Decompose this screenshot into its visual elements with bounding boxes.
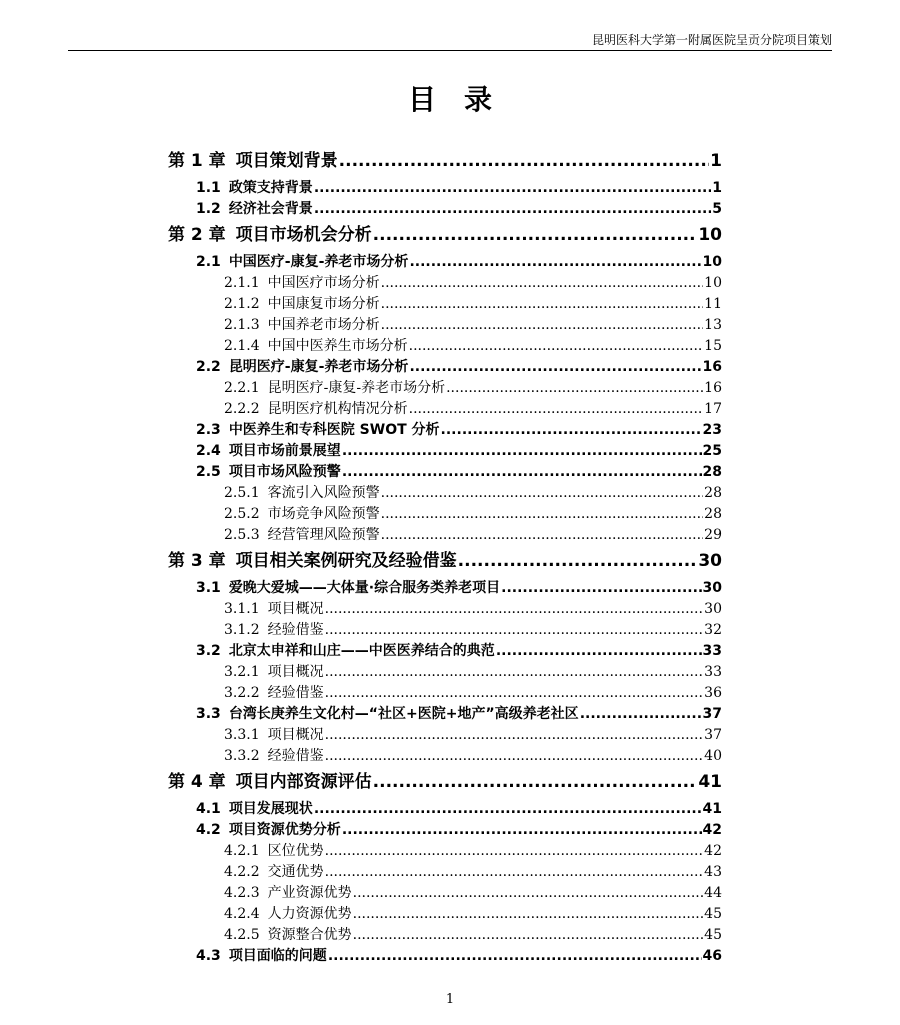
table-of-contents bbox=[168, 146, 722, 967]
toc-dot-leader bbox=[325, 662, 704, 683]
toc-entry-label bbox=[196, 199, 313, 220]
toc-entry-level-3[interactable] bbox=[168, 378, 722, 399]
toc-entry-title: 区位优势 bbox=[267, 843, 324, 859]
toc-entry-level-3[interactable] bbox=[168, 483, 722, 504]
toc-entry-number: 3.1.1 bbox=[224, 601, 260, 617]
toc-entry-level-3[interactable] bbox=[168, 746, 722, 767]
toc-entry-title: 中国医疗市场分析 bbox=[267, 275, 380, 291]
toc-dot-leader bbox=[353, 925, 704, 946]
toc-dot-leader bbox=[373, 222, 698, 248]
toc-entry-page-number: 37 bbox=[702, 706, 722, 722]
toc-entry-title: 项目资源优势分析 bbox=[228, 822, 341, 838]
toc-entry-title: 项目概况 bbox=[267, 727, 324, 743]
toc-entry-label bbox=[224, 599, 324, 620]
toc-dot-leader bbox=[409, 399, 704, 420]
toc-entry-title: 项目市场机会分析 bbox=[235, 225, 372, 245]
toc-entry-page-number: 13 bbox=[704, 317, 722, 333]
toc-dot-leader bbox=[409, 357, 701, 378]
toc-entry-page-number: 1 bbox=[710, 151, 722, 171]
toc-entry-label bbox=[168, 769, 372, 795]
toc-entry-level-2[interactable] bbox=[168, 704, 722, 725]
toc-entry-level-3[interactable] bbox=[168, 662, 722, 683]
toc-entry-label bbox=[224, 504, 380, 525]
toc-entry-title: 昆明医疗-康复-养老市场分析 bbox=[267, 380, 446, 396]
toc-entry-title: 项目概况 bbox=[267, 601, 324, 617]
toc-dot-leader bbox=[353, 904, 704, 925]
page-header bbox=[68, 30, 832, 51]
toc-entry-page-number: 10 bbox=[704, 275, 722, 291]
toc-entry-label bbox=[224, 315, 380, 336]
toc-entry-label bbox=[224, 841, 324, 862]
toc-entry-title: 客流引入风险预警 bbox=[267, 485, 380, 501]
toc-entry-label bbox=[196, 799, 313, 820]
toc-entry-page-number: 33 bbox=[702, 643, 722, 659]
toc-entry-title: 项目概况 bbox=[267, 664, 324, 680]
toc-entry-number: 3.1 bbox=[196, 580, 221, 596]
toc-entry-number: 3.2 bbox=[196, 643, 221, 659]
toc-entry-page-number: 43 bbox=[704, 864, 722, 880]
toc-entry-level-3[interactable] bbox=[168, 862, 722, 883]
toc-entry-title: 中国养老市场分析 bbox=[267, 317, 380, 333]
toc-entry-page-number: 11 bbox=[704, 296, 722, 312]
toc-entry-level-3[interactable] bbox=[168, 725, 722, 746]
toc-entry-title: 经济社会背景 bbox=[228, 201, 313, 217]
toc-entry-page-number: 25 bbox=[702, 443, 722, 459]
toc-dot-leader bbox=[501, 578, 701, 599]
toc-entry-page-number: 10 bbox=[702, 254, 722, 270]
toc-entry-level-2[interactable] bbox=[168, 199, 722, 220]
page-number: 1 bbox=[445, 992, 455, 1007]
toc-entry-page-number: 29 bbox=[704, 527, 722, 543]
toc-entry-level-2[interactable] bbox=[168, 441, 722, 462]
toc-entry-level-1[interactable] bbox=[168, 148, 722, 174]
toc-entry-page-number: 28 bbox=[702, 464, 722, 480]
toc-entry-page-number: 42 bbox=[704, 843, 722, 859]
toc-entry-title: 资源整合优势 bbox=[267, 927, 352, 943]
toc-entry-label bbox=[168, 148, 338, 174]
toc-entry-number: 4.3 bbox=[196, 948, 221, 964]
toc-entry-label bbox=[196, 252, 408, 273]
toc-dot-leader bbox=[325, 599, 704, 620]
toc-dot-leader bbox=[381, 273, 704, 294]
toc-entry-level-2[interactable] bbox=[168, 357, 722, 378]
toc-entry-level-3[interactable] bbox=[168, 294, 722, 315]
toc-entry-number: 2.5.3 bbox=[224, 527, 260, 543]
toc-entry-number: 3.3.1 bbox=[224, 727, 260, 743]
toc-entry-number: 2.5.1 bbox=[224, 485, 260, 501]
toc-dot-leader bbox=[580, 704, 702, 725]
toc-entry-level-2[interactable] bbox=[168, 462, 722, 483]
toc-dot-leader bbox=[342, 441, 702, 462]
toc-entry-label bbox=[224, 925, 352, 946]
page-title-part-2: 录 bbox=[464, 83, 493, 116]
toc-entry-page-number: 30 bbox=[704, 601, 722, 617]
toc-entry-label bbox=[196, 420, 440, 441]
toc-entry-label bbox=[224, 399, 408, 420]
toc-entry-title: 昆明医疗-康复-养老市场分析 bbox=[228, 359, 409, 375]
toc-entry-number: 2.5 bbox=[196, 464, 221, 480]
toc-dot-leader bbox=[339, 148, 709, 174]
toc-entry-label bbox=[224, 683, 324, 704]
toc-entry-title: 中医养生和专科医院 SWOT 分析 bbox=[228, 422, 440, 438]
toc-entry-level-3[interactable] bbox=[168, 841, 722, 862]
toc-entry-title: 中国康复市场分析 bbox=[267, 296, 380, 312]
toc-entry-level-2[interactable] bbox=[168, 420, 722, 441]
toc-entry-title: 项目市场风险预警 bbox=[228, 464, 341, 480]
toc-entry-number: 1.2 bbox=[196, 201, 221, 217]
toc-entry-number: 2.2.1 bbox=[224, 380, 260, 396]
toc-entry-title: 台湾长庚养生文化村—“社区+医院+地产”高级养老社区 bbox=[228, 706, 579, 722]
toc-entry-page-number: 17 bbox=[704, 401, 722, 417]
toc-entry-label bbox=[196, 704, 579, 725]
toc-entry-page-number: 37 bbox=[704, 727, 722, 743]
toc-entry-number: 4.1 bbox=[196, 801, 221, 817]
toc-entry-level-2[interactable] bbox=[168, 799, 722, 820]
toc-entry-page-number: 41 bbox=[698, 772, 722, 792]
toc-dot-leader bbox=[314, 799, 702, 820]
toc-entry-title: 爱晚大爱城——大体量·综合服务类养老项目 bbox=[228, 580, 501, 596]
toc-entry-level-3[interactable] bbox=[168, 336, 722, 357]
toc-entry-label bbox=[224, 620, 324, 641]
toc-entry-label bbox=[224, 294, 380, 315]
toc-entry-level-2[interactable] bbox=[168, 946, 722, 967]
toc-entry-title: 中国中医养生市场分析 bbox=[267, 338, 408, 354]
toc-entry-number: 4.2.2 bbox=[224, 864, 260, 880]
toc-entry-number: 3.2.1 bbox=[224, 664, 260, 680]
toc-entry-number: 4.2.3 bbox=[224, 885, 260, 901]
toc-entry-label bbox=[168, 548, 457, 574]
toc-entry-title: 北京太申祥和山庄——中医医养结合的典范 bbox=[228, 643, 495, 659]
toc-entry-number: 4.2.5 bbox=[224, 927, 260, 943]
toc-entry-level-3[interactable] bbox=[168, 599, 722, 620]
toc-entry-number: 2.2.2 bbox=[224, 401, 260, 417]
toc-dot-leader bbox=[325, 725, 704, 746]
toc-entry-page-number: 16 bbox=[702, 359, 722, 375]
toc-entry-number: 4.2.1 bbox=[224, 843, 260, 859]
page-title bbox=[0, 78, 900, 118]
toc-entry-title: 中国医疗-康复-养老市场分析 bbox=[228, 254, 409, 270]
toc-dot-leader bbox=[325, 862, 704, 883]
toc-entry-number: 第 1 章 bbox=[168, 151, 226, 171]
toc-entry-label bbox=[224, 336, 408, 357]
toc-dot-leader bbox=[325, 841, 704, 862]
toc-entry-page-number: 16 bbox=[704, 380, 722, 396]
toc-entry-level-3[interactable] bbox=[168, 683, 722, 704]
toc-entry-label bbox=[224, 904, 352, 925]
toc-entry-page-number: 28 bbox=[704, 506, 722, 522]
toc-entry-level-1[interactable] bbox=[168, 548, 722, 574]
toc-entry-label bbox=[168, 222, 372, 248]
toc-entry-label bbox=[196, 820, 341, 841]
toc-entry-page-number: 41 bbox=[702, 801, 722, 817]
toc-dot-leader bbox=[496, 641, 702, 662]
toc-entry-label bbox=[224, 725, 324, 746]
toc-entry-page-number: 23 bbox=[702, 422, 722, 438]
toc-entry-page-number: 40 bbox=[704, 748, 722, 764]
toc-entry-page-number: 5 bbox=[712, 201, 722, 217]
toc-entry-page-number: 28 bbox=[704, 485, 722, 501]
toc-entry-page-number: 36 bbox=[704, 685, 722, 701]
toc-entry-level-2[interactable] bbox=[168, 252, 722, 273]
toc-entry-label bbox=[196, 357, 408, 378]
toc-entry-title: 项目面临的问题 bbox=[228, 948, 327, 964]
toc-dot-leader bbox=[446, 378, 703, 399]
toc-entry-title: 项目策划背景 bbox=[235, 151, 338, 171]
toc-dot-leader bbox=[353, 883, 704, 904]
toc-dot-leader bbox=[342, 462, 702, 483]
toc-entry-label bbox=[196, 462, 341, 483]
toc-entry-label bbox=[224, 525, 380, 546]
toc-entry-level-2[interactable] bbox=[168, 578, 722, 599]
toc-dot-leader bbox=[314, 199, 711, 220]
toc-entry-page-number: 42 bbox=[702, 822, 722, 838]
toc-entry-title: 经验借鉴 bbox=[267, 622, 324, 638]
toc-dot-leader bbox=[409, 336, 704, 357]
toc-entry-title: 经验借鉴 bbox=[267, 685, 324, 701]
toc-entry-number: 4.2.4 bbox=[224, 906, 260, 922]
toc-entry-label bbox=[224, 883, 352, 904]
toc-entry-number: 1.1 bbox=[196, 180, 221, 196]
toc-entry-page-number: 15 bbox=[704, 338, 722, 354]
toc-entry-title: 昆明医疗机构情况分析 bbox=[267, 401, 408, 417]
toc-dot-leader bbox=[381, 294, 704, 315]
toc-entry-level-3[interactable] bbox=[168, 525, 722, 546]
toc-entry-label bbox=[196, 578, 500, 599]
toc-entry-number: 2.1.1 bbox=[224, 275, 260, 291]
toc-entry-title: 产业资源优势 bbox=[267, 885, 352, 901]
toc-dot-leader bbox=[458, 548, 698, 574]
toc-entry-level-3[interactable] bbox=[168, 273, 722, 294]
toc-entry-number: 3.3 bbox=[196, 706, 221, 722]
toc-entry-page-number: 30 bbox=[698, 551, 722, 571]
toc-entry-title: 经营管理风险预警 bbox=[267, 527, 380, 543]
toc-entry-label bbox=[224, 378, 445, 399]
toc-dot-leader bbox=[325, 746, 704, 767]
toc-entry-title: 项目市场前景展望 bbox=[228, 443, 341, 459]
toc-entry-number: 2.1 bbox=[196, 254, 221, 270]
toc-entry-level-1[interactable] bbox=[168, 769, 722, 795]
toc-dot-leader bbox=[342, 820, 702, 841]
toc-dot-leader bbox=[381, 525, 704, 546]
toc-entry-level-3[interactable] bbox=[168, 399, 722, 420]
toc-dot-leader bbox=[381, 483, 704, 504]
toc-entry-level-1[interactable] bbox=[168, 222, 722, 248]
toc-dot-leader bbox=[325, 620, 704, 641]
toc-dot-leader bbox=[373, 769, 698, 795]
toc-entry-level-3[interactable] bbox=[168, 883, 722, 904]
toc-entry-page-number: 1 bbox=[712, 180, 722, 196]
toc-entry-level-3[interactable] bbox=[168, 315, 722, 336]
toc-dot-leader bbox=[328, 946, 702, 967]
toc-entry-page-number: 46 bbox=[702, 948, 722, 964]
toc-dot-leader bbox=[381, 504, 704, 525]
toc-entry-level-3[interactable] bbox=[168, 504, 722, 525]
toc-entry-label bbox=[224, 862, 324, 883]
toc-entry-title: 项目相关案例研究及经验借鉴 bbox=[235, 551, 457, 571]
toc-entry-number: 2.5.2 bbox=[224, 506, 260, 522]
toc-dot-leader bbox=[441, 420, 702, 441]
toc-entry-title: 政策支持背景 bbox=[228, 180, 313, 196]
toc-entry-page-number: 32 bbox=[704, 622, 722, 638]
header-text: 昆明医科大学第一附属医院呈贡分院项目策划 bbox=[591, 33, 832, 47]
toc-entry-label bbox=[196, 178, 313, 199]
toc-entry-level-2[interactable] bbox=[168, 641, 722, 662]
toc-entry-number: 2.3 bbox=[196, 422, 221, 438]
toc-entry-level-3[interactable] bbox=[168, 925, 722, 946]
toc-entry-page-number: 45 bbox=[704, 927, 722, 943]
toc-entry-number: 2.1.2 bbox=[224, 296, 260, 312]
toc-entry-page-number: 33 bbox=[704, 664, 722, 680]
page-title-part-1: 目 bbox=[407, 83, 436, 116]
toc-entry-number: 第 4 章 bbox=[168, 772, 226, 792]
toc-entry-number: 3.2.2 bbox=[224, 685, 260, 701]
toc-entry-label bbox=[224, 483, 380, 504]
toc-entry-level-3[interactable] bbox=[168, 904, 722, 925]
toc-entry-title: 人力资源优势 bbox=[267, 906, 352, 922]
toc-entry-number: 第 2 章 bbox=[168, 225, 226, 245]
toc-entry-label bbox=[224, 273, 380, 294]
toc-entry-number: 2.2 bbox=[196, 359, 221, 375]
toc-entry-title: 经验借鉴 bbox=[267, 748, 324, 764]
toc-entry-number: 2.1.4 bbox=[224, 338, 260, 354]
toc-entry-level-2[interactable] bbox=[168, 178, 722, 199]
toc-entry-number: 4.2 bbox=[196, 822, 221, 838]
toc-entry-label bbox=[196, 441, 341, 462]
toc-entry-title: 交通优势 bbox=[267, 864, 324, 880]
toc-entry-page-number: 45 bbox=[704, 906, 722, 922]
toc-entry-level-3[interactable] bbox=[168, 620, 722, 641]
toc-entry-title: 市场竞争风险预警 bbox=[267, 506, 380, 522]
toc-entry-label bbox=[224, 746, 324, 767]
toc-entry-label bbox=[196, 641, 495, 662]
toc-dot-leader bbox=[409, 252, 701, 273]
toc-entry-number: 2.4 bbox=[196, 443, 221, 459]
toc-entry-page-number: 10 bbox=[698, 225, 722, 245]
toc-entry-number: 第 3 章 bbox=[168, 551, 226, 571]
toc-entry-title: 项目内部资源评估 bbox=[235, 772, 372, 792]
toc-entry-level-2[interactable] bbox=[168, 820, 722, 841]
toc-entry-label bbox=[224, 662, 324, 683]
toc-entry-number: 3.1.2 bbox=[224, 622, 260, 638]
toc-dot-leader bbox=[325, 683, 704, 704]
toc-entry-number: 2.1.3 bbox=[224, 317, 260, 333]
toc-dot-leader bbox=[381, 315, 704, 336]
toc-entry-page-number: 44 bbox=[704, 885, 722, 901]
toc-entry-number: 3.3.2 bbox=[224, 748, 260, 764]
toc-dot-leader bbox=[314, 178, 711, 199]
toc-entry-title: 项目发展现状 bbox=[228, 801, 313, 817]
toc-entry-label bbox=[196, 946, 327, 967]
toc-entry-page-number: 30 bbox=[702, 580, 722, 596]
